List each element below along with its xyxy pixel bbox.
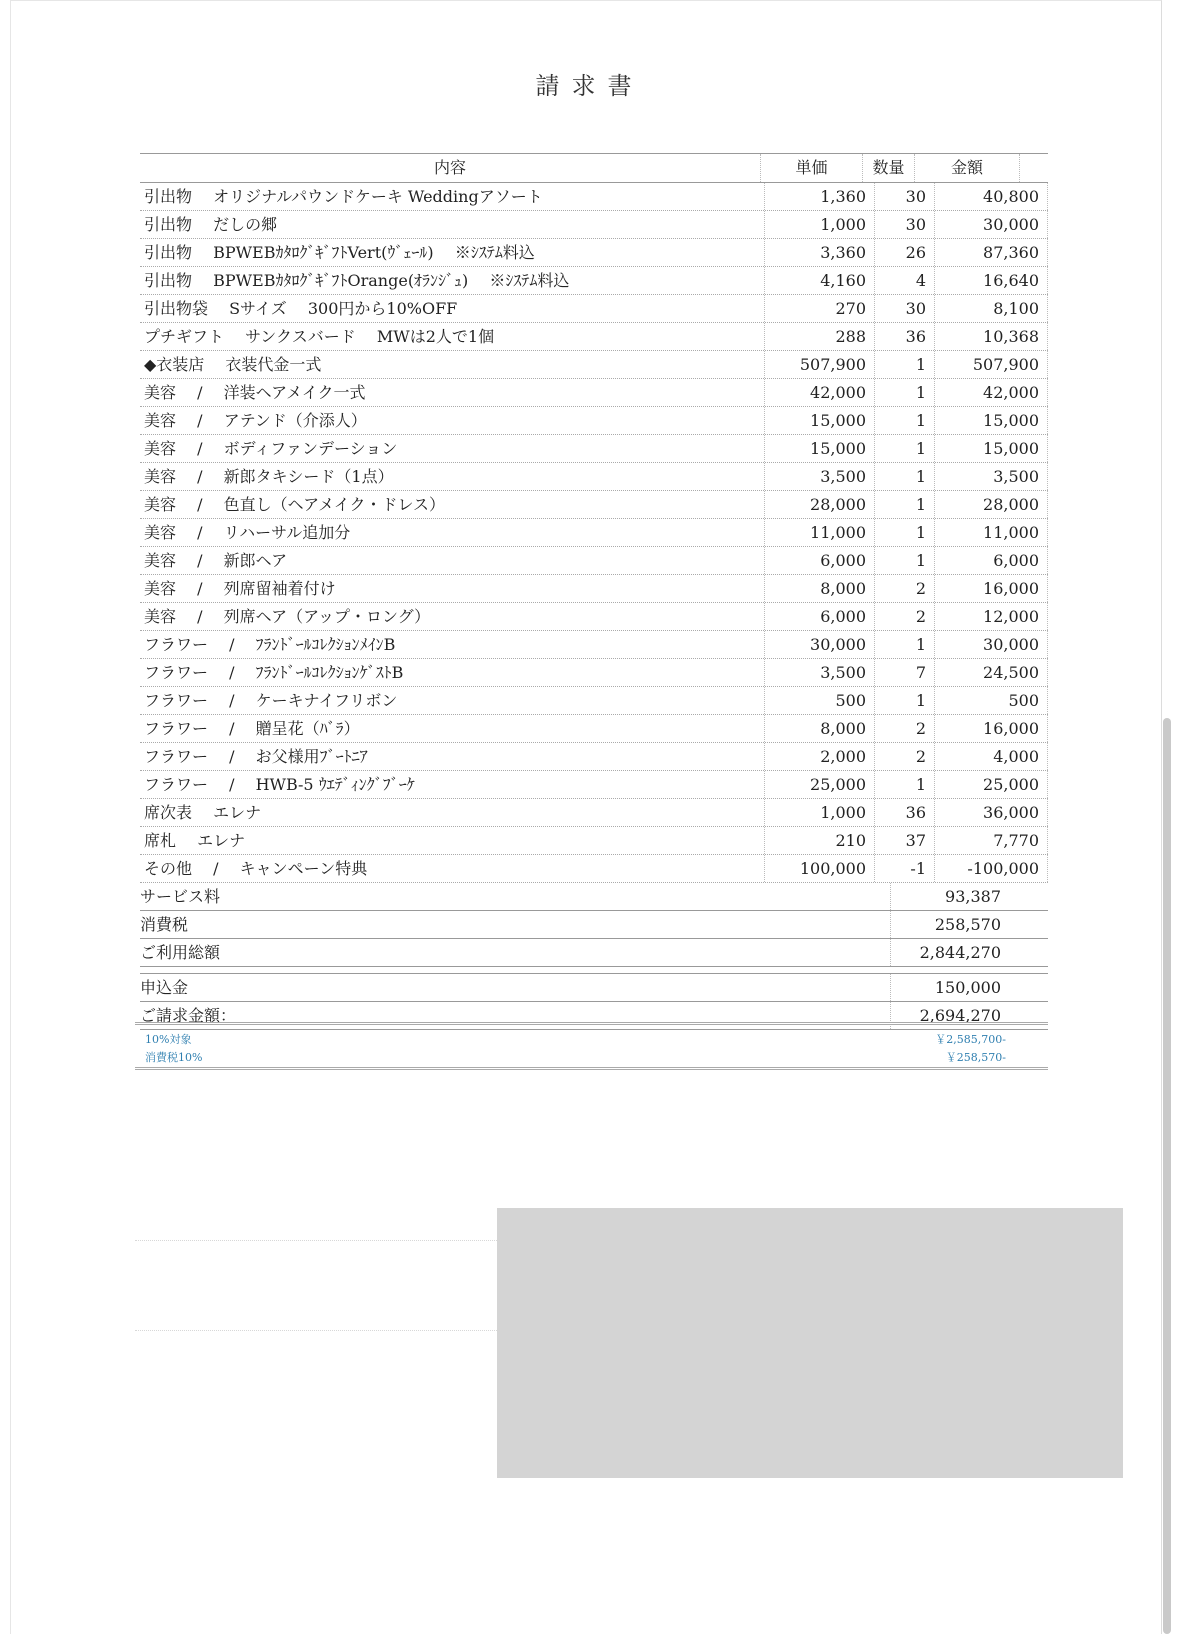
summary-deposit [140,973,1048,1002]
item-price: 3,360 [764,239,874,266]
item-qty: -1 [874,855,934,882]
header-price: 単価 [760,154,862,182]
item-amount: 8,100 [934,295,1047,322]
item-desc: フラワー / ケーキナイフリボン [144,691,398,710]
item-amount: 16,640 [934,267,1047,294]
item-price: 25,000 [764,771,874,798]
item-amount: 507,900 [934,351,1047,378]
table-row [140,771,1048,799]
redacted-area [497,1208,1123,1478]
table-row [140,659,1048,687]
item-price: 15,000 [764,435,874,462]
item-price: 6,000 [764,547,874,574]
item-price: 8,000 [764,715,874,742]
item-amount: 3,500 [934,463,1047,490]
item-desc: 引出物 オリジナルパウンドケーキ Weddingアソート [144,187,543,206]
table-row [140,715,1048,743]
item-amount: 87,360 [934,239,1047,266]
item-amount: 10,368 [934,323,1047,350]
item-rows [140,183,1048,883]
table-row [140,351,1048,379]
table-row [140,295,1048,323]
item-amount: 15,000 [934,407,1047,434]
table-row [140,603,1048,631]
service-label: サービス料 [140,887,221,906]
item-qty: 2 [874,575,934,602]
header-qty: 数量 [862,154,914,182]
item-amount: 16,000 [934,575,1047,602]
item-price: 270 [764,295,874,322]
item-qty: 1 [874,435,934,462]
item-desc: その他 / キャンペーン特典 [144,859,368,878]
table-header [140,153,1048,183]
item-qty: 30 [874,295,934,322]
item-amount: 28,000 [934,491,1047,518]
item-amount: 42,000 [934,379,1047,406]
item-amount: -100,000 [934,855,1047,882]
item-price: 11,000 [764,519,874,546]
table-row [140,435,1048,463]
item-price: 28,000 [764,491,874,518]
table-row [140,519,1048,547]
total-label: ご利用総額 [140,943,221,962]
item-price: 288 [764,323,874,350]
table-row [140,183,1048,211]
item-qty: 1 [874,491,934,518]
header-amount: 金額 [914,154,1019,182]
billing-value: 2,694,270 [890,1002,1009,1029]
deposit-label: 申込金 [140,978,189,997]
tax-rate-value: ￥258,570- [945,1051,1006,1064]
tax-breakdown [135,1022,1048,1070]
table-row [140,575,1048,603]
item-qty: 37 [874,827,934,854]
total-value: 2,844,270 [890,939,1009,966]
signature-line [135,1240,497,1241]
item-desc: 引出物 BPWEBｶﾀﾛｸﾞｷﾞﾌﾄVert(ｳﾞｪｰﾙ) ※ｼｽﾃﾑ料込 [144,243,535,262]
item-price: 507,900 [764,351,874,378]
item-qty: 1 [874,631,934,658]
summary-service [140,883,1048,911]
table-row [140,631,1048,659]
item-desc: 引出物 BPWEBｶﾀﾛｸﾞｷﾞﾌﾄOrange(ｵﾗﾝｼﾞｭ) ※ｼｽﾃﾑ料込 [144,271,570,290]
item-desc: フラワー / 贈呈花（ﾊﾞﾗ） [144,719,360,738]
item-desc: 美容 / リハーサル追加分 [144,523,351,542]
item-qty: 1 [874,351,934,378]
item-amount: 4,000 [934,743,1047,770]
item-desc: 席札 エレナ [144,831,246,850]
tax-target-value: ￥2,585,700- [935,1033,1006,1046]
item-amount: 7,770 [934,827,1047,854]
item-price: 210 [764,827,874,854]
item-desc: 美容 / 新郎タキシード（1点） [144,467,394,486]
item-amount: 6,000 [934,547,1047,574]
item-qty: 2 [874,603,934,630]
item-amount: 30,000 [934,211,1047,238]
table-row [140,239,1048,267]
tax-rate-label: 消費税10% [145,1051,203,1064]
header-desc: 内容 [433,158,466,177]
table-row [140,379,1048,407]
item-price: 4,160 [764,267,874,294]
item-amount: 24,500 [934,659,1047,686]
item-qty: 1 [874,547,934,574]
item-desc: 引出物袋 Sサイズ 300円から10%OFF [144,299,458,318]
item-desc: 美容 / 列席留袖着付け [144,579,336,598]
item-price: 42,000 [764,379,874,406]
table-row [140,855,1048,883]
item-qty: 2 [874,715,934,742]
item-desc: フラワー / お父様用ﾌﾞｰﾄﾆｱ [144,747,368,766]
table-row [140,463,1048,491]
item-desc: 引出物 だしの郷 [144,215,278,234]
tax-target-label: 10%対象 [145,1033,192,1046]
item-price: 100,000 [764,855,874,882]
item-amount: 25,000 [934,771,1047,798]
item-qty: 7 [874,659,934,686]
table-row [140,211,1048,239]
table-row [140,323,1048,351]
item-qty: 36 [874,799,934,826]
signature-line [135,1330,497,1331]
item-qty: 1 [874,687,934,714]
item-price: 2,000 [764,743,874,770]
item-qty: 1 [874,379,934,406]
item-desc: 美容 / 洋装ヘアメイク一式 [144,383,366,402]
item-qty: 36 [874,323,934,350]
document-title: 請求書 [535,72,644,100]
item-desc: 席次表 エレナ [144,803,262,822]
item-price: 8,000 [764,575,874,602]
item-amount: 36,000 [934,799,1047,826]
table-row [140,827,1048,855]
item-desc: フラワー / ﾌﾗﾝﾄﾞｰﾙｺﾚｸｼｮﾝｹﾞｽﾄB [144,663,404,682]
item-qty: 4 [874,267,934,294]
item-desc: 美容 / 色直し（ヘアメイク・ドレス） [144,495,446,514]
table-row [140,491,1048,519]
summary-tax [140,911,1048,939]
item-amount: 11,000 [934,519,1047,546]
item-price: 30,000 [764,631,874,658]
item-qty: 1 [874,771,934,798]
item-qty: 30 [874,183,934,210]
table-row [140,267,1048,295]
deposit-value: 150,000 [890,974,1009,1001]
service-value: 93,387 [890,883,1009,910]
item-price: 15,000 [764,407,874,434]
table-row [140,407,1048,435]
item-desc: 美容 / ボディファンデーション [144,439,398,458]
item-price: 3,500 [764,463,874,490]
table-row [140,799,1048,827]
tax-value: 258,570 [890,911,1009,938]
item-desc: プチギフト サンクスバード MWは2人で1個 [144,327,495,346]
item-price: 500 [764,687,874,714]
summary-total [140,939,1048,967]
item-amount: 12,000 [934,603,1047,630]
item-qty: 30 [874,211,934,238]
billing-label: ご請求金額： [140,1006,237,1025]
item-desc: ◆衣装店 衣装代金一式 [144,355,322,374]
item-desc: 美容 / アテンド（介添人） [144,411,367,430]
item-amount: 15,000 [934,435,1047,462]
item-price: 1,360 [764,183,874,210]
item-desc: フラワー / HWB-5 ｳｴﾃﾞｨﾝｸﾞﾌﾞｰｹ [144,775,415,794]
invoice-table [140,153,1048,1030]
table-row [140,687,1048,715]
item-qty: 26 [874,239,934,266]
item-qty: 2 [874,743,934,770]
item-amount: 30,000 [934,631,1047,658]
tax-label: 消費税 [140,915,189,934]
item-price: 1,000 [764,211,874,238]
table-row [140,547,1048,575]
item-amount: 16,000 [934,715,1047,742]
item-desc: 美容 / 新郎ヘア [144,551,288,570]
item-qty: 1 [874,519,934,546]
table-row [140,743,1048,771]
item-amount: 40,800 [934,183,1047,210]
item-price: 1,000 [764,799,874,826]
item-price: 6,000 [764,603,874,630]
item-desc: フラワー / ﾌﾗﾝﾄﾞｰﾙｺﾚｸｼｮﾝﾒｲﾝB [144,635,396,654]
item-qty: 1 [874,463,934,490]
scrollbar[interactable] [1163,718,1171,1634]
item-qty: 1 [874,407,934,434]
item-desc: 美容 / 列席ヘア（アップ・ロング） [144,607,431,626]
item-amount: 500 [934,687,1047,714]
item-price: 3,500 [764,659,874,686]
